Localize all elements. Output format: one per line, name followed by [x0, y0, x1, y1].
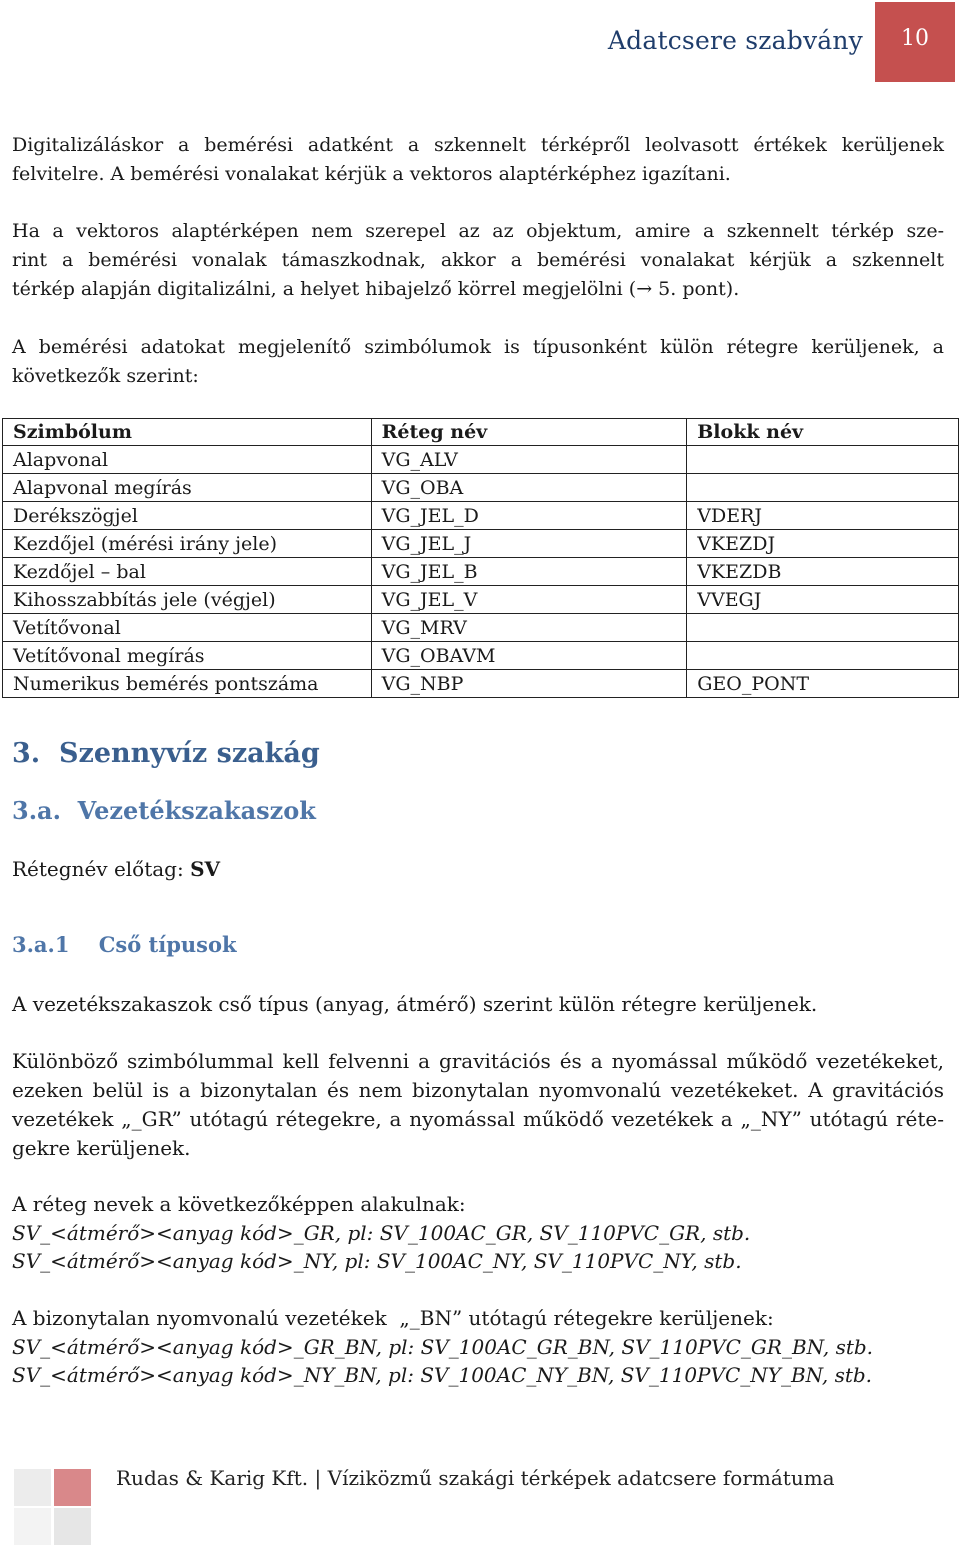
table-cell: VG_JEL_V: [371, 586, 687, 614]
table-cell: Alapvonal megírás: [3, 474, 372, 502]
paragraph-line: A réteg nevek a következőképpen alakulnak:: [12, 1192, 466, 1216]
table-cell: Vetítővonal: [3, 614, 372, 642]
footer-logo-square: [54, 1469, 91, 1506]
footer-company: Rudas & Karig Kft.: [116, 1466, 309, 1490]
table-cell: Alapvonal: [3, 446, 372, 474]
table-header-cell: Réteg név: [371, 419, 687, 446]
footer-logo-square: [14, 1508, 51, 1545]
paragraph-line: térkép alapján digitalizálni, a helyet hibajelző körrel megjelölni (→ 5. pont).: [12, 278, 740, 300]
subsection-heading: 3.a. Vezetékszakaszok: [12, 796, 316, 825]
layer-name-pattern: SV_<átmérő><anyag kód>_NY, pl: SV_100AC_NY, SV_110PVC_NY, stb.: [12, 1249, 742, 1273]
paragraph-line: vezetékek „_GR” utótagú rétegekre, a nyomással működő vezetékek a „_NY” utótagú réte-: [12, 1107, 944, 1131]
paragraph-line: gekre kerüljenek.: [12, 1136, 191, 1160]
paragraph-line: felvitelre. A bemérési vonalakat kérjük a vektoros alaptérképhez igazítani.: [12, 163, 731, 185]
table-cell: VG_JEL_D: [371, 502, 687, 530]
symbol-layer-table: [2, 418, 959, 698]
table-cell: VG_OBA: [371, 474, 687, 502]
header-title: Adatcsere szabvány: [607, 26, 863, 55]
table-row: [3, 530, 959, 558]
paragraph-line: következők szerint:: [12, 365, 199, 387]
table-cell: Kezdőjel (mérési irány jele): [3, 530, 372, 558]
paragraph-line: Különböző szimbólummal kell felvenni a gravitációs és a nyomással működő vezetékeket,: [12, 1049, 944, 1073]
layer-prefix-line: [12, 855, 944, 884]
section-heading: 3. Szennyvíz szakág: [12, 738, 320, 769]
footer-separator: |: [314, 1466, 322, 1490]
table-cell: Derékszögjel: [3, 502, 372, 530]
footer-doc-title: Víziközmű szakági térképek adatcsere formátuma: [327, 1466, 835, 1490]
table-cell: VKEZDJ: [687, 530, 959, 558]
footer-text: [116, 1466, 835, 1490]
layer-name-pattern: SV_<átmérő><anyag kód>_GR, pl: SV_100AC_GR, SV_110PVC_GR, stb.: [12, 1221, 751, 1245]
table-cell: [687, 446, 959, 474]
footer-logo-square: [54, 1508, 91, 1545]
table-row: [3, 474, 959, 502]
paragraph-line: A vezetékszakaszok cső típus (anyag, átmérő) szerint külön rétegre kerüljenek.: [12, 992, 818, 1016]
paragraph-line: A bizonytalan nyomvonalú vezetékek „_BN” utótagú rétegekre kerüljenek:: [12, 1306, 774, 1330]
table-row: [3, 614, 959, 642]
layer-prefix-value: SV: [190, 857, 221, 881]
paragraph-line: Ha a vektoros alaptérképen nem szerepel az az objektum, amire a szkennelt térkép sze-: [12, 220, 944, 242]
table-cell: GEO_PONT: [687, 670, 959, 698]
table-cell: VG_OBAVM: [371, 642, 687, 670]
table-cell: VG_NBP: [371, 670, 687, 698]
table-row: [3, 642, 959, 670]
layer-name-pattern: SV_<átmérő><anyag kód>_GR_BN, pl: SV_100AC_GR_BN, SV_110PVC_GR_BN, stb.: [12, 1335, 874, 1359]
table-cell: Vetítővonal megírás: [3, 642, 372, 670]
table-header-cell: Szimbólum: [3, 419, 372, 446]
page-number: 10: [901, 26, 929, 51]
table-header-row: [3, 419, 959, 446]
table-row: [3, 586, 959, 614]
table-cell: VG_MRV: [371, 614, 687, 642]
table-cell: [687, 614, 959, 642]
paragraph-line: ezeken belül is a bizonytalan és nem bizonytalan nyomvonalú vezetékeket. A gravitációs: [12, 1078, 944, 1102]
table-cell: VDERJ: [687, 502, 959, 530]
table-cell: VVEGJ: [687, 586, 959, 614]
footer-logo-square: [14, 1469, 51, 1506]
table-header-cell: Blokk név: [687, 419, 959, 446]
table-cell: [687, 474, 959, 502]
table-cell: Kihosszabbítás jele (végjel): [3, 586, 372, 614]
table-cell: VG_ALV: [371, 446, 687, 474]
subsubsection-heading: 3.a.1 Cső típusok: [12, 932, 237, 957]
table-row: [3, 558, 959, 586]
paragraph-line: A bemérési adatokat megjelenítő szimbólumok is típusonként külön rétegre kerüljenek, a: [12, 336, 944, 358]
table-cell: VKEZDB: [687, 558, 959, 586]
layer-prefix-label: Rétegnév előtag:: [12, 857, 191, 881]
table-cell: Numerikus bemérés pontszáma: [3, 670, 372, 698]
table-cell: VG_JEL_B: [371, 558, 687, 586]
table-cell: [687, 642, 959, 670]
table-row: [3, 502, 959, 530]
paragraph-line: rint a bemérési vonalak támaszkodnak, akkor a bemérési vonalakat kérjük a szkennelt: [12, 249, 944, 271]
table-cell: VG_JEL_J: [371, 530, 687, 558]
table-row: [3, 446, 959, 474]
table-cell: Kezdőjel – bal: [3, 558, 372, 586]
layer-name-pattern: SV_<átmérő><anyag kód>_NY_BN, pl: SV_100AC_NY_BN, SV_110PVC_NY_BN, stb.: [12, 1363, 873, 1387]
paragraph-line: Digitalizáláskor a bemérési adatként a szkennelt térképről leolvasott értékek kerüljenek: [12, 134, 944, 156]
table-row: [3, 670, 959, 698]
